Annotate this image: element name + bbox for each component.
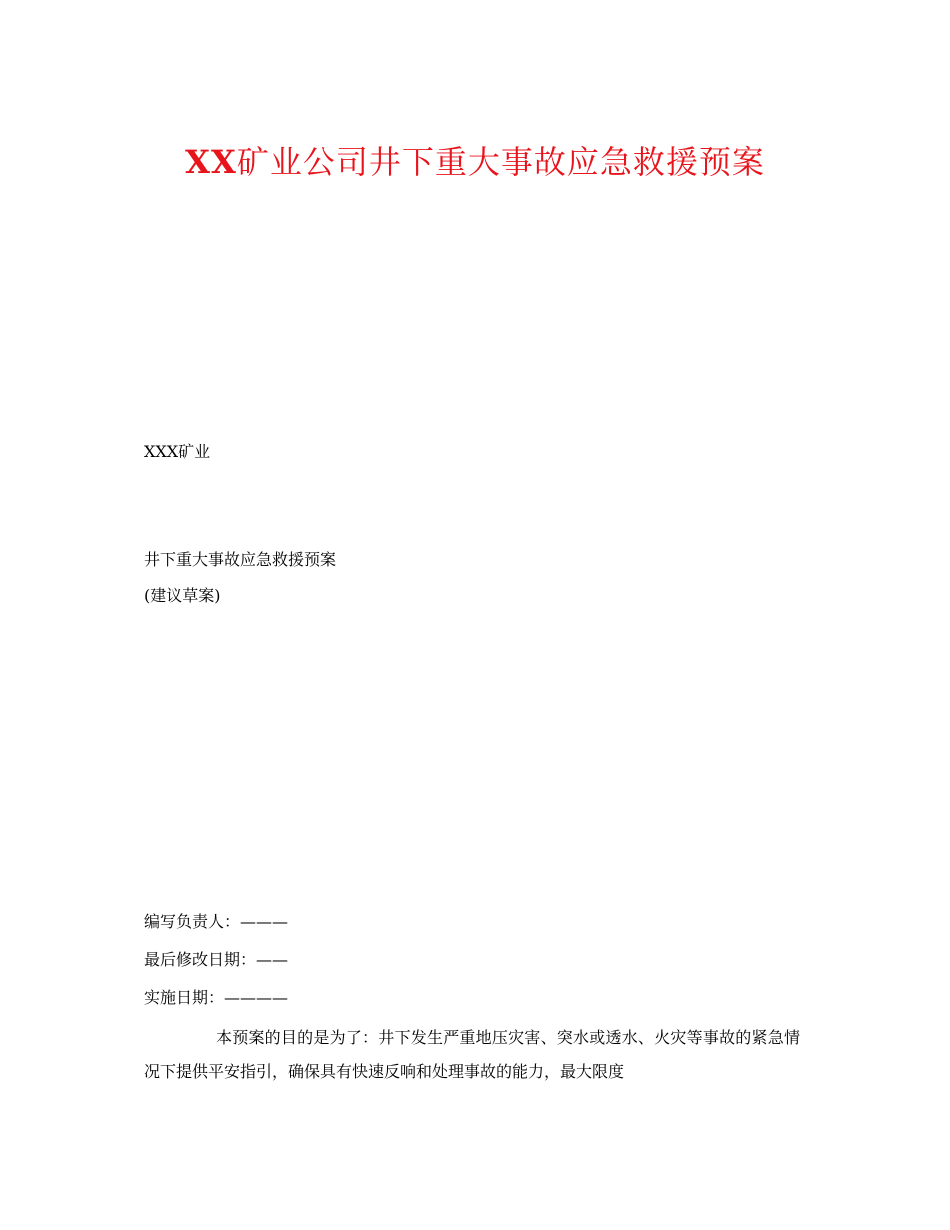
company-name: XXX矿业	[144, 442, 211, 461]
document-name: 井下重大事故应急救援预案	[144, 550, 337, 569]
title-prefix: XX	[185, 143, 237, 181]
document-title	[0, 140, 950, 184]
modified-date-line: 最后修改日期：——	[144, 950, 289, 969]
author-line: 编写负责人：———	[144, 912, 289, 931]
effective-date-line: 实施日期：————	[144, 988, 289, 1007]
intro-paragraph: 本预案的目的是为了：井下发生严重地压灾害、突水或透水、火灾等事故的紧急情况下提供平安指引，确保具有快速反响和处理事故的能力，最大限度	[144, 1028, 800, 1081]
draft-note: (建议草案)	[144, 586, 221, 605]
title-main: 矿业公司井下重大事故应急救援预案	[236, 143, 765, 181]
